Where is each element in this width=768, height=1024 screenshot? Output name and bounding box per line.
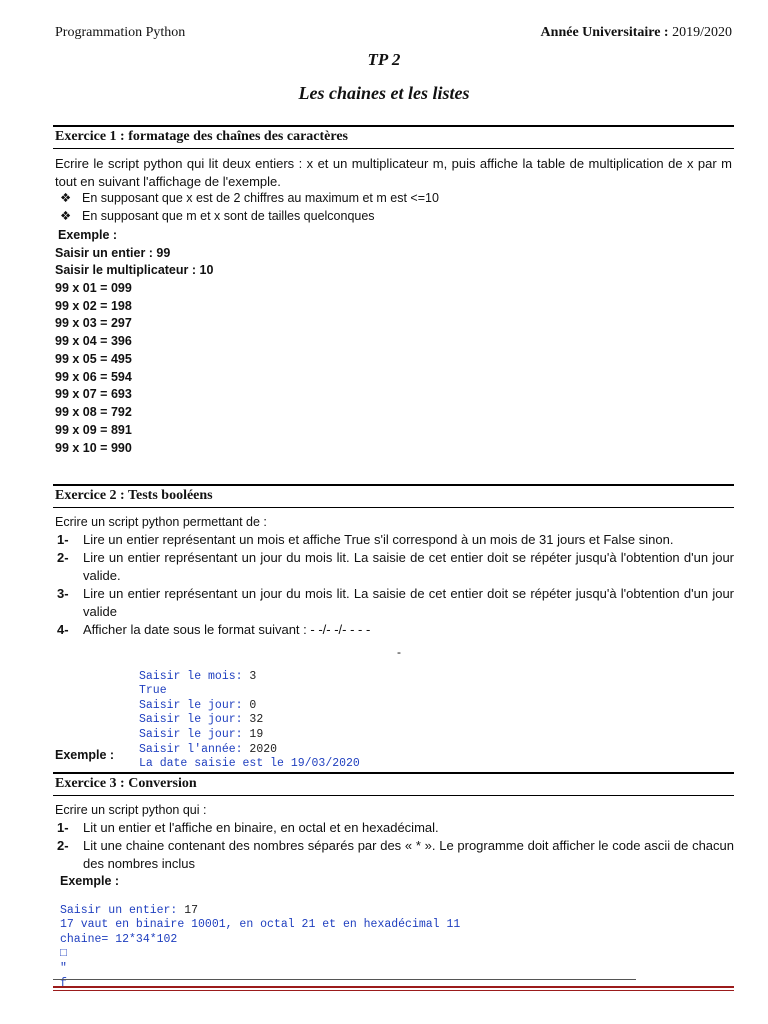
console-line (60, 933, 460, 948)
dash-mark: - (397, 645, 401, 659)
ex1-line-1: Saisir le multiplicateur : 10 (55, 263, 214, 277)
console-line (60, 947, 460, 962)
diamond-bullet-icon: ❖ (60, 209, 72, 223)
footer-accent-rule (53, 986, 734, 991)
ex2-item-3 (57, 585, 734, 620)
ex2-console (139, 655, 360, 786)
console-prompt: Saisir l'année: (139, 742, 250, 756)
ex1-line-4: 99 x 03 = 297 (55, 316, 132, 330)
ex1-line-2: 99 x 01 = 099 (55, 281, 132, 295)
console-prompt: " (60, 961, 67, 975)
ex1-bullet-1 (60, 190, 439, 207)
ex2-intro: Ecrire un script python permettant de : (55, 515, 267, 529)
ex2-item-1-num: 1- (57, 532, 69, 547)
console-value: 2020 (249, 742, 278, 756)
ex2-item-3-text: Lire un entier représentant un jour du mois lit. La saisie de cet entier doit se répéter jusqu'à l'obtention d'un jour valide (83, 586, 734, 619)
page-subtitle: Les chaines et les listes (298, 83, 470, 103)
ex1-line-9: 99 x 08 = 792 (55, 405, 132, 419)
ex3-item-2-num: 2- (57, 838, 69, 853)
ex2-item-4 (57, 621, 734, 639)
ex1-bullet-2 (60, 208, 375, 225)
ex1-bullet-2-text: En supposant que m et x sont de tailles quelconques (82, 209, 375, 223)
console-line (139, 670, 360, 685)
console-line (60, 904, 460, 919)
console-prompt: 17 vaut en binaire 10001, en octal 21 et en hexadécimal 11 (60, 918, 461, 932)
ex3-item-2 (57, 837, 734, 872)
ex1-line-6: 99 x 05 = 495 (55, 352, 132, 366)
ex1-line-5: 99 x 04 = 396 (55, 334, 132, 348)
ex3-intro: Ecrire un script python qui : (55, 803, 207, 817)
ex3-item-1-num: 1- (57, 820, 69, 835)
console-line (139, 699, 360, 714)
console-line (139, 684, 360, 699)
ex2-item-1-text: Lire un entier représentant un mois et affiche True s'il correspond à un mois de 31 jours et False sinon. (83, 532, 674, 547)
ex2-item-4-text: Afficher la date sous le format suivant : - -/- -/- - - - (83, 622, 371, 637)
console-prompt: chaine= 12*34*102 (60, 932, 178, 946)
console-prompt: □ (60, 947, 67, 961)
console-line (139, 728, 360, 743)
console-prompt: f (60, 976, 67, 990)
ex1-line-0: Saisir un entier : 99 (55, 246, 171, 260)
ex1-example-label: Exemple : (58, 228, 118, 242)
footer-divider (53, 979, 636, 980)
ex3-item-1 (57, 819, 734, 837)
academic-year-label: Année Universitaire : (540, 25, 669, 40)
console-line (139, 757, 360, 772)
console-prompt: Saisir un entier: (60, 903, 185, 917)
ex1-heading: Exercice 1 : formatage des chaînes des caractères (53, 125, 734, 149)
ex3-example-label: Exemple : (60, 874, 120, 888)
console-value: 3 (249, 669, 257, 683)
ex1-line-3: 99 x 02 = 198 (55, 299, 132, 313)
console-value: 0 (249, 698, 257, 712)
console-prompt: Saisir le jour: (139, 713, 250, 727)
console-line (139, 743, 360, 758)
console-line (60, 918, 460, 933)
ex1-bullet-1-text: En supposant que x est de 2 chiffres au maximum et m est <=10 (82, 191, 439, 205)
ex1-line-11: 99 x 10 = 990 (55, 441, 132, 455)
console-line (60, 962, 460, 977)
console-value: 32 (249, 713, 264, 727)
course-name: Programmation Python (55, 25, 186, 40)
ex2-item-2 (57, 549, 734, 584)
console-line (139, 713, 360, 728)
console-value: 17 (184, 903, 199, 917)
console-prompt: True (139, 684, 167, 698)
ex2-example-label: Exemple : (55, 748, 115, 762)
ex2-item-1 (57, 531, 734, 549)
ex1-line-7: 99 x 06 = 594 (55, 370, 132, 384)
ex1-intro: Ecrire le script python qui lit deux entiers : x et un multiplicateur m, puis affiche la table de multiplication de x par m tout en suivant l'affichage de l'exemple. (55, 156, 732, 189)
console-prompt: La date saisie est le 19/03/2020 (139, 757, 360, 771)
ex1-line-10: 99 x 09 = 891 (55, 423, 132, 437)
console-value: 19 (249, 727, 264, 741)
diamond-bullet-icon: ❖ (60, 191, 72, 205)
ex2-item-3-num: 3- (57, 586, 69, 601)
page-title: TP 2 (367, 50, 401, 69)
ex2-item-2-text: Lire un entier représentant un jour du mois lit. La saisie de cet entier doit se répéter jusqu'à l'obtention d'un jour valide. (83, 550, 734, 583)
ex2-item-4-num: 4- (57, 622, 69, 637)
academic-year-value: 2019/2020 (672, 25, 732, 40)
academic-year (541, 25, 732, 41)
ex3-item-1-text: Lit un entier et l'affiche en binaire, en octal et en hexadécimal. (83, 820, 439, 835)
ex3-heading: Exercice 3 : Conversion (53, 772, 734, 796)
console-prompt: Saisir le jour: (139, 727, 250, 741)
ex2-item-2-num: 2- (57, 550, 69, 565)
ex3-item-2-text: Lit une chaine contenant des nombres séparés par des « * ». Le programme doit afficher le code ascii de chacun des nombres inclus (83, 838, 734, 871)
console-prompt: Saisir le jour: (139, 698, 250, 712)
ex2-heading: Exercice 2 : Tests booléens (53, 484, 734, 508)
console-prompt: Saisir le mois: (139, 669, 250, 683)
ex1-line-8: 99 x 07 = 693 (55, 387, 132, 401)
